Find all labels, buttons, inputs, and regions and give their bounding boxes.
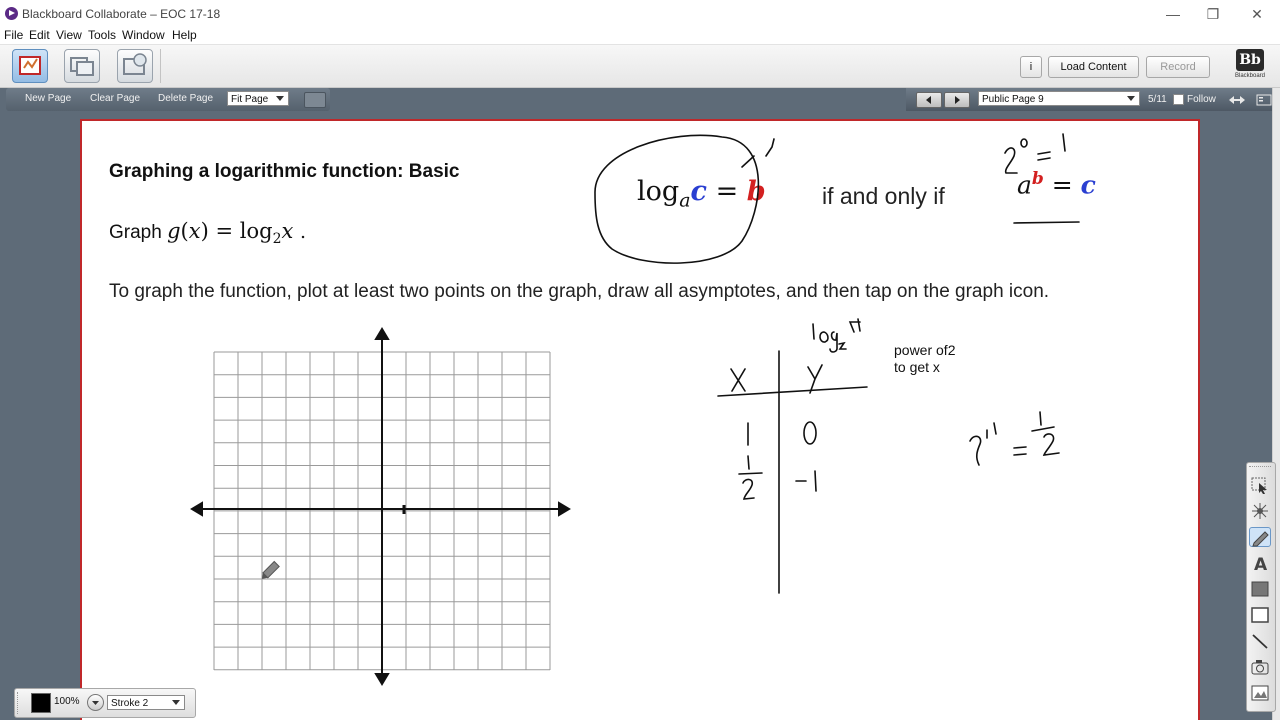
page-actions-group [6,88,330,111]
exponent-definition: $a^b = c$ [1017,169,1096,200]
selection-tool-icon[interactable] [1249,475,1271,495]
color-stroke-bar [14,688,196,718]
app-share-icon[interactable] [64,49,100,83]
maximize-icon[interactable]: ❐ [1206,6,1220,22]
svg-text:A: A [1254,555,1268,573]
line-tool-icon[interactable] [1249,631,1271,651]
graph-prompt: Graph $g(x) = \log_2x$ . [109,219,307,248]
whiteboard-bar [0,88,1280,111]
stroke-select[interactable]: Stroke 2 [107,695,185,710]
opacity-dropdown-icon[interactable] [87,694,104,711]
handwritten-two [1005,148,1017,173]
filled-rectangle-icon[interactable] [1249,579,1271,599]
menu-tools[interactable]: Tools [88,28,117,42]
text-tool-icon[interactable] [1249,553,1271,573]
sidebar-toggle-icon[interactable] [1256,93,1272,105]
collaborate-app-icon [5,7,18,20]
whiteboard-workspace [0,111,1272,720]
menu-file[interactable]: File [4,28,24,42]
opacity-value: 100% [54,696,80,707]
menu-view[interactable]: View [56,28,82,42]
delete-page-button[interactable]: Delete Page [158,93,214,104]
whiteboard-mode-icon[interactable] [12,49,48,83]
typed-note: power of2 to get x [894,342,956,375]
whiteboard-page[interactable] [80,119,1200,720]
blackboard-logo: Bb Blackboard [1232,49,1268,83]
page-select[interactable]: Public Page 9 [978,91,1140,106]
rectangle-tool-icon[interactable] [1249,605,1271,625]
record-button[interactable]: Record [1146,56,1210,78]
next-page-icon[interactable] [944,92,970,108]
close-icon[interactable]: ✕ [1251,6,1263,22]
color-swatch[interactable] [31,693,51,713]
follow-label: Follow [1187,94,1216,105]
info-icon[interactable]: i [1020,56,1042,78]
tool-palette [1246,462,1276,712]
title-bar [0,0,1280,28]
clip-art-icon[interactable] [1249,683,1271,703]
table-horizontal-line [718,387,867,396]
follow-checkbox[interactable] [1173,94,1184,105]
page-options-icon[interactable] [304,92,326,108]
handwriting-layer [82,121,1198,720]
instructions-text: To graph the function, plot at least two points on the graph, draw all asymptotes, and then tap on the graph icon. [109,281,1050,302]
web-tour-icon[interactable] [117,49,153,83]
clear-page-button[interactable]: Clear Page [90,93,141,104]
if-and-only-if-text: if and only if [822,183,945,209]
page-counter: 5/11 [1148,94,1167,105]
palette-grip[interactable] [1249,466,1271,471]
page-heading: Graphing a logarithmic function: Basic [109,161,460,182]
menu-window[interactable]: Window [122,28,165,42]
window-title: Blackboard Collaborate – EOC 17-18 [22,7,221,21]
minimize-icon[interactable]: — [1166,6,1180,22]
load-content-button[interactable]: Load Content [1048,56,1139,78]
pencil-tool-icon[interactable] [1249,527,1271,547]
page-navigation-group [906,88,1280,111]
log-definition: $\log_ac = b$ [637,176,766,212]
handwritten-circle [595,135,758,263]
toolbar-divider [160,49,161,83]
new-page-button[interactable]: New Page [25,93,72,104]
colorbar-grip[interactable] [17,692,22,714]
laser-pointer-icon[interactable] [1249,501,1271,521]
main-toolbar [0,45,1280,88]
zoom-select[interactable]: Fit Page [227,91,289,106]
menu-bar [0,28,1280,45]
menu-help[interactable]: Help [172,28,197,42]
previous-page-icon[interactable] [916,92,942,108]
menu-edit[interactable]: Edit [29,28,50,42]
screen-capture-icon[interactable] [1249,657,1271,677]
sync-view-icon[interactable] [1228,93,1246,105]
